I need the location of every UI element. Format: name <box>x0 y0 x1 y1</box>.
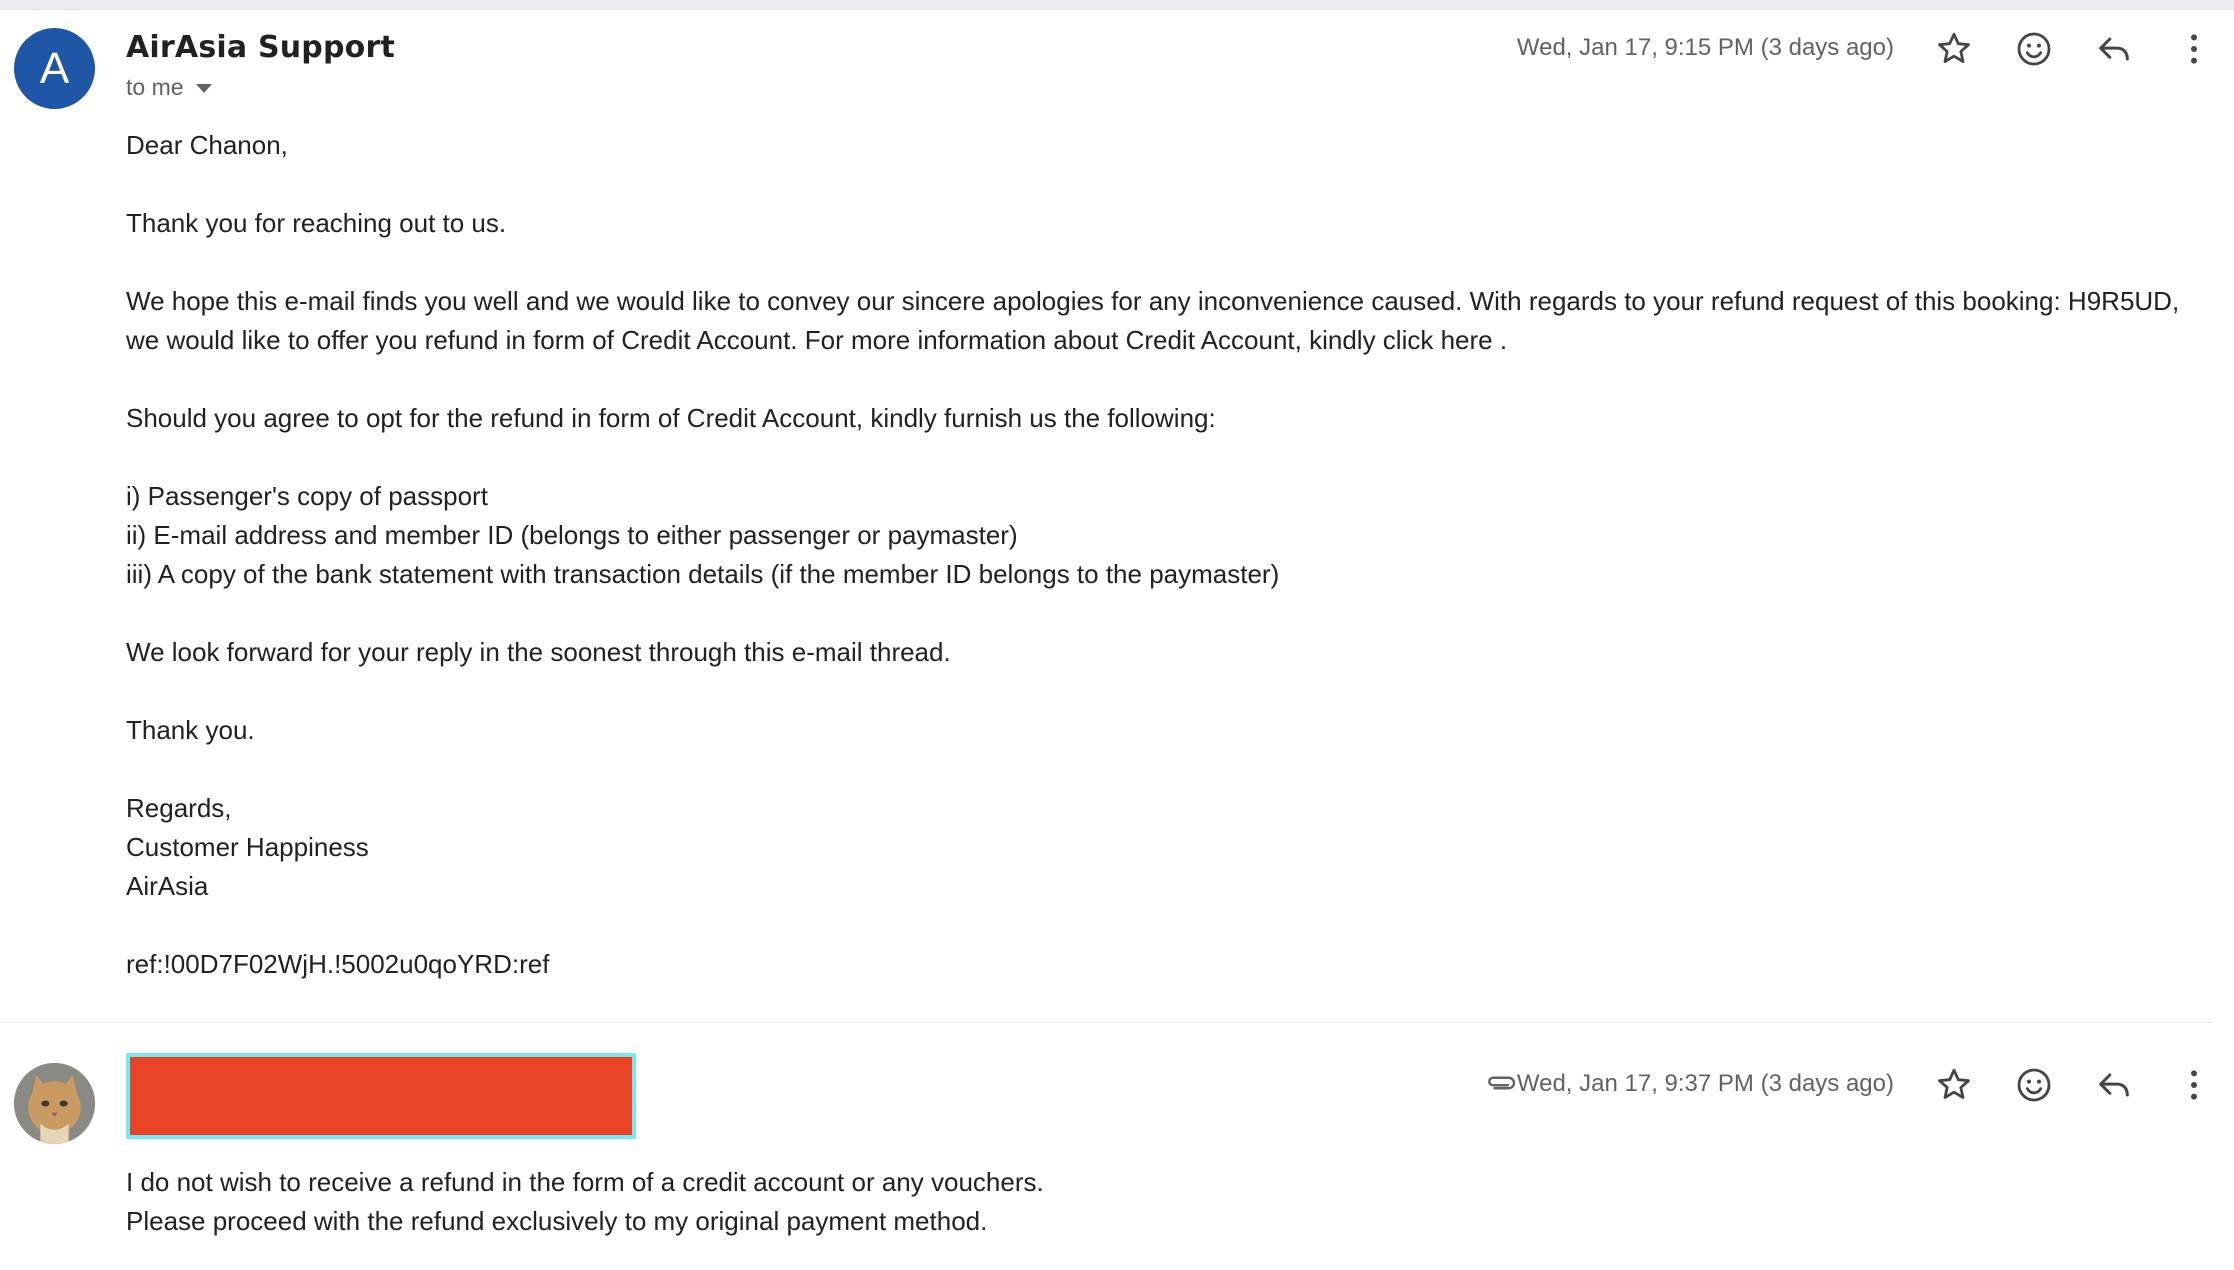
message-body <box>126 126 2186 984</box>
more-vert-icon <box>2174 29 2214 69</box>
signature-line: Regards, <box>126 793 232 823</box>
list-item: ii) E-mail address and member ID (belongs to either passenger or paymaster) <box>126 520 1018 550</box>
emoji-icon <box>2014 29 2054 69</box>
cat-photo-icon <box>14 1063 95 1144</box>
body-line-end: . <box>1492 325 1508 355</box>
message-body <box>126 1163 1044 1241</box>
list-item: iii) A copy of the bank statement with transaction details (if the member ID belongs to the paymaster) <box>126 559 1280 589</box>
reference-code: ref:!00D7F02WjH.!5002u0qoYRD:ref <box>126 949 550 979</box>
body-line: Please proceed with the refund exclusively to my original payment method. <box>126 1206 988 1236</box>
recipient-details-toggle[interactable] <box>126 74 212 101</box>
body-paragraph <box>126 282 2186 360</box>
body-paragraph: Should you agree to opt for the refund in form of Credit Account, kindly furnish us the following: <box>126 403 1216 433</box>
greeting: Dear Chanon, <box>126 130 288 160</box>
reply-icon <box>2094 29 2134 69</box>
body-paragraph: Thank you. <box>126 715 255 745</box>
signature-line: Customer Happiness <box>126 832 369 862</box>
star-button[interactable] <box>1930 1061 1978 1109</box>
body-paragraph: Thank you for reaching out to us. <box>126 208 507 238</box>
message-date: Wed, Jan 17, 9:15 PM (3 days ago) <box>1516 34 1894 61</box>
more-options-button[interactable] <box>2170 25 2218 73</box>
add-reaction-button[interactable] <box>2010 25 2058 73</box>
redacted-sender-name <box>126 1053 636 1139</box>
reply-icon <box>2094 1065 2134 1105</box>
emoji-icon <box>2014 1065 2054 1105</box>
message-date: Wed, Jan 17, 9:37 PM (3 days ago) <box>1516 1070 1894 1097</box>
chevron-down-icon <box>196 84 212 93</box>
reply-button[interactable] <box>2090 1061 2138 1109</box>
signature <box>126 789 2186 906</box>
add-reaction-button[interactable] <box>2010 1061 2058 1109</box>
sender-name[interactable]: AirAsia Support <box>126 30 396 65</box>
star-icon <box>1934 1065 1974 1105</box>
reply-button[interactable] <box>2090 25 2138 73</box>
requirements-list <box>126 477 2186 594</box>
body-line: We hope this e-mail finds you well and we would like to convey our sincere apologies for any inconvenience caused. With regards to your refund request of this booking: H9R5UD, <box>126 286 2180 316</box>
more-vert-icon <box>2174 1065 2214 1105</box>
body-line: we would like to offer you refund in form of Credit Account. For more information about Credit Account, kindly click here <box>126 325 1493 355</box>
email-message-reply <box>0 1023 2234 1270</box>
list-item: i) Passenger's copy of passport <box>126 481 488 511</box>
body-paragraph: We look forward for your reply in the soonest through this e-mail thread. <box>126 637 951 667</box>
avatar-letter: A <box>39 43 70 93</box>
star-button[interactable] <box>1930 25 1978 73</box>
sender-avatar-photo[interactable] <box>14 1063 95 1144</box>
recipient-label: to me <box>126 74 184 100</box>
sender-avatar[interactable] <box>14 28 95 109</box>
signature-line: AirAsia <box>126 871 209 901</box>
more-options-button[interactable] <box>2170 1061 2218 1109</box>
body-line: I do not wish to receive a refund in the form of a credit account or any vouchers. <box>126 1167 1044 1197</box>
star-icon <box>1934 29 1974 69</box>
paperclip-icon <box>1484 1065 1520 1101</box>
